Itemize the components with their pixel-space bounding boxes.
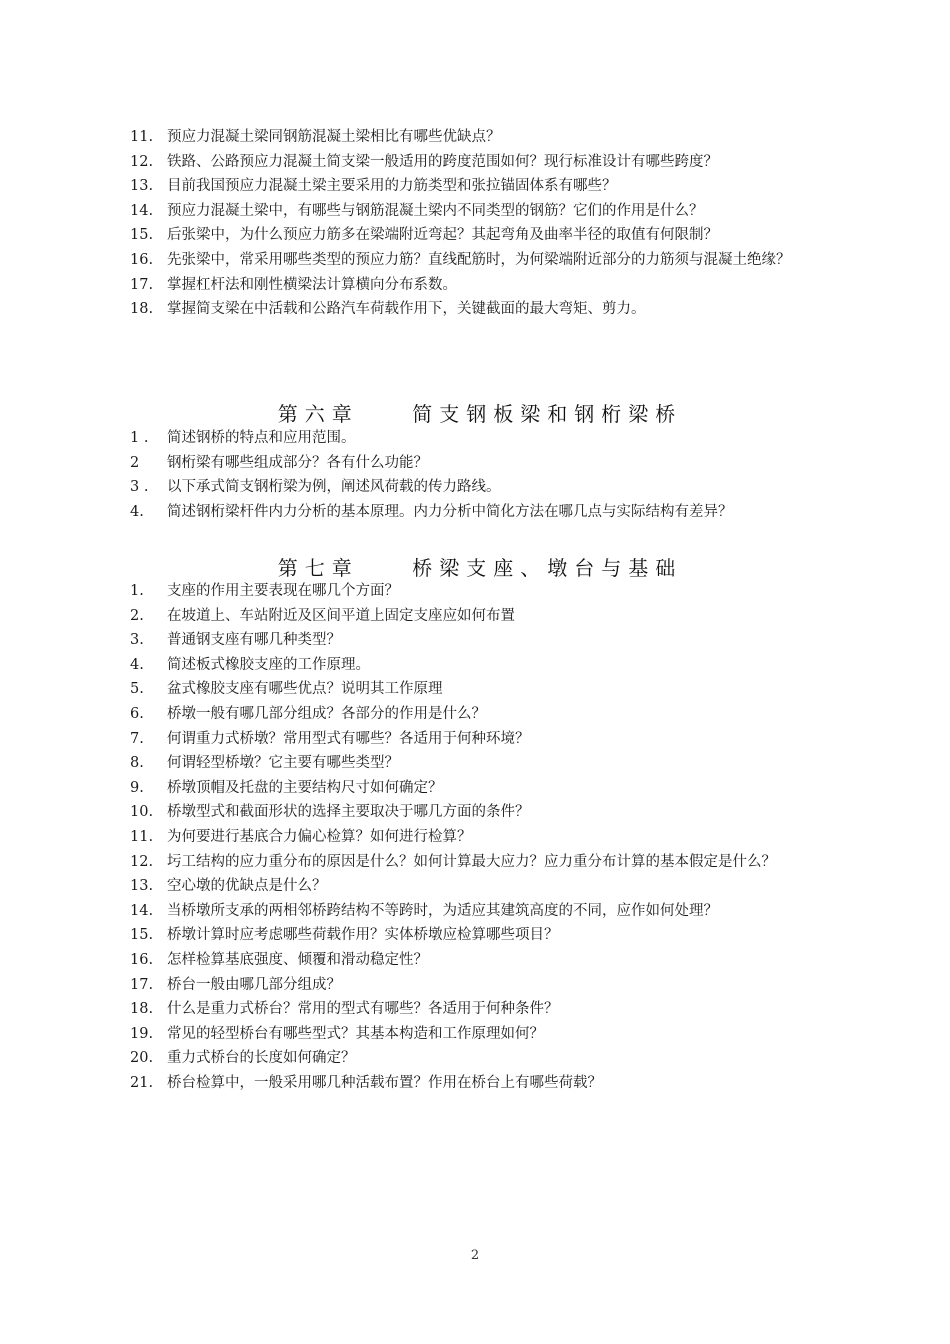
list-item	[130, 248, 830, 273]
item-text: 桥墩顶帽及托盘的主要结构尺寸如何确定？	[167, 779, 443, 796]
item-number: 3.	[130, 632, 144, 649]
item-text: 桥墩型式和截面形状的选择主要取决于哪几方面的条件？	[167, 804, 530, 821]
page-number: 2	[470, 1248, 480, 1263]
item-text: 什么是重力式桥台？常用的型式有哪些？各适用于何种条件？	[167, 1001, 559, 1018]
item-number: 19.	[130, 1025, 154, 1042]
question-list-prev-chapter	[130, 125, 830, 322]
item-number: 13.	[130, 178, 154, 195]
item-text: 为何要进行基底合力偏心检算？如何进行检算？	[167, 828, 472, 845]
item-text: 桥台一般由哪几部分组成？	[167, 976, 341, 993]
question-list-chapter-7	[130, 579, 830, 1095]
list-item	[130, 199, 830, 224]
list-item	[130, 948, 830, 973]
item-text: 简述钢桥的特点和应用范围。	[167, 430, 356, 446]
item-number: 4.	[130, 656, 144, 673]
item-number: 7.	[130, 730, 144, 747]
item-text: 预应力混凝土梁同钢筋混凝土梁相比有哪些优缺点？	[167, 129, 501, 145]
list-item	[130, 702, 830, 727]
item-text: 后张梁中，为什么预应力筋多在梁端附近弯起？其起弯角及曲率半径的取值有何限制？	[167, 227, 718, 244]
item-text: 预应力混凝土梁中，有哪些与钢筋混凝土梁内不同类型的钢筋？它们的作用是什么？	[167, 202, 704, 219]
list-item	[130, 604, 830, 629]
item-number: 4.	[130, 503, 144, 520]
list-item	[130, 125, 830, 150]
item-text: 常见的轻型桥台有哪些型式？其基本构造和工作原理如何？	[167, 1025, 544, 1042]
item-number: 3 .	[130, 479, 149, 496]
list-item	[130, 628, 830, 653]
list-item	[130, 973, 830, 998]
item-text: 桥墩计算时应考虑哪些荷载作用？实体桥墩应检算哪些项目？	[167, 927, 559, 944]
list-item	[130, 825, 830, 850]
list-item	[130, 451, 830, 476]
item-number: 15.	[130, 927, 154, 944]
list-item	[130, 923, 830, 948]
item-text: 何谓重力式桥墩？常用型式有哪些？各适用于何种环境？	[167, 730, 530, 747]
list-item	[130, 174, 830, 199]
item-number: 20.	[130, 1050, 154, 1067]
item-number: 11.	[130, 129, 154, 145]
item-number: 17.	[130, 976, 154, 993]
chapter-6-title: 第六章 简支钢板梁和钢桁梁桥	[277, 402, 683, 426]
item-text: 掌握杠杆法和刚性横梁法计算横向分布系数。	[167, 276, 457, 293]
item-text: 简述板式橡胶支座的工作原理。	[167, 656, 370, 673]
item-number: 21.	[130, 1074, 154, 1091]
item-text: 何谓轻型桥墩？它主要有哪些类型？	[167, 755, 399, 772]
item-number: 14.	[130, 202, 154, 219]
item-number: 13.	[130, 878, 154, 895]
item-text: 目前我国预应力混凝土梁主要采用的力筋类型和张拉锚固体系有哪些？	[167, 178, 617, 195]
item-number: 18.	[130, 1001, 154, 1018]
item-text: 在坡道上、车站附近及区间平道上固定支座应如何布置	[167, 607, 515, 624]
list-item	[130, 899, 830, 924]
item-number: 8.	[130, 755, 144, 772]
list-item	[130, 150, 830, 175]
list-item	[130, 800, 830, 825]
list-item	[130, 1022, 830, 1047]
item-text: 重力式桥台的长度如何确定？	[167, 1050, 356, 1067]
item-text: 当桥墩所支承的两相邻桥跨结构不等跨时，为适应其建筑高度的不同，应作如何处理？	[167, 902, 718, 919]
item-number: 17.	[130, 276, 154, 293]
item-number: 18.	[130, 301, 154, 318]
item-text: 铁路、公路预应力混凝土简支梁一般适用的跨度范围如何？现行标准设计有哪些跨度？	[167, 153, 718, 170]
list-item	[130, 297, 830, 322]
item-text: 桥台检算中，一般采用哪几种活载布置？作用在桥台上有哪些荷载？	[167, 1074, 602, 1091]
list-item	[130, 653, 830, 678]
item-number: 12.	[130, 153, 154, 170]
item-text: 盆式橡胶支座有哪些优点？说明其工作原理	[167, 681, 443, 698]
list-item	[130, 776, 830, 801]
item-text: 空心墩的优缺点是什么？	[167, 878, 327, 895]
item-number: 11.	[130, 828, 154, 845]
list-item	[130, 997, 830, 1022]
list-item	[130, 1046, 830, 1071]
item-text: 掌握简支梁在中活载和公路汽车荷载作用下，关键截面的最大弯矩、剪力。	[167, 301, 646, 318]
item-text: 以下承式简支钢桁梁为例，阐述风荷载的传力路线。	[167, 479, 501, 496]
item-text: 钢桁梁有哪些组成部分？各有什么功能？	[167, 454, 428, 471]
list-item	[130, 874, 830, 899]
item-number: 10.	[130, 804, 154, 821]
list-item	[130, 475, 830, 500]
list-item	[130, 579, 830, 604]
item-number: 2	[130, 454, 140, 471]
item-number: 15.	[130, 227, 154, 244]
question-list-chapter-6	[130, 426, 830, 524]
item-number: 16.	[130, 251, 154, 268]
list-item	[130, 273, 830, 298]
list-item	[130, 751, 830, 776]
item-number: 9.	[130, 779, 144, 796]
item-number: 1.	[130, 583, 144, 599]
list-item	[130, 850, 830, 875]
list-item	[130, 500, 830, 525]
item-text: 先张梁中，常采用哪些类型的预应力筋？直线配筋时，为何梁端附近部分的力筋须与混凝土绝缘？	[167, 251, 791, 268]
item-text: 支座的作用主要表现在哪几个方面？	[167, 583, 399, 599]
item-text: 怎样检算基底强度、倾覆和滑动稳定性？	[167, 951, 428, 968]
item-text: 桥墩一般有哪几部分组成？各部分的作用是什么？	[167, 705, 486, 722]
item-number: 1 .	[130, 430, 149, 446]
item-number: 5.	[130, 681, 144, 698]
item-text: 普通钢支座有哪几种类型？	[167, 632, 341, 649]
item-text: 圬工结构的应力重分布的原因是什么？如何计算最大应力？应力重分布计算的基本假定是什么？	[167, 853, 776, 870]
list-item	[130, 1071, 830, 1096]
item-number: 16.	[130, 951, 154, 968]
item-number: 2.	[130, 607, 144, 624]
list-item	[130, 677, 830, 702]
item-text: 简述钢桁梁杆件内力分析的基本原理。内力分析中简化方法在哪几点与实际结构有差异？	[167, 503, 733, 520]
item-number: 12.	[130, 853, 154, 870]
list-item	[130, 223, 830, 248]
item-number: 14.	[130, 902, 154, 919]
item-number: 6.	[130, 705, 144, 722]
list-item	[130, 727, 830, 752]
chapter-7-title: 第七章 桥梁支座、墩台与基础	[277, 556, 683, 580]
list-item	[130, 426, 830, 451]
